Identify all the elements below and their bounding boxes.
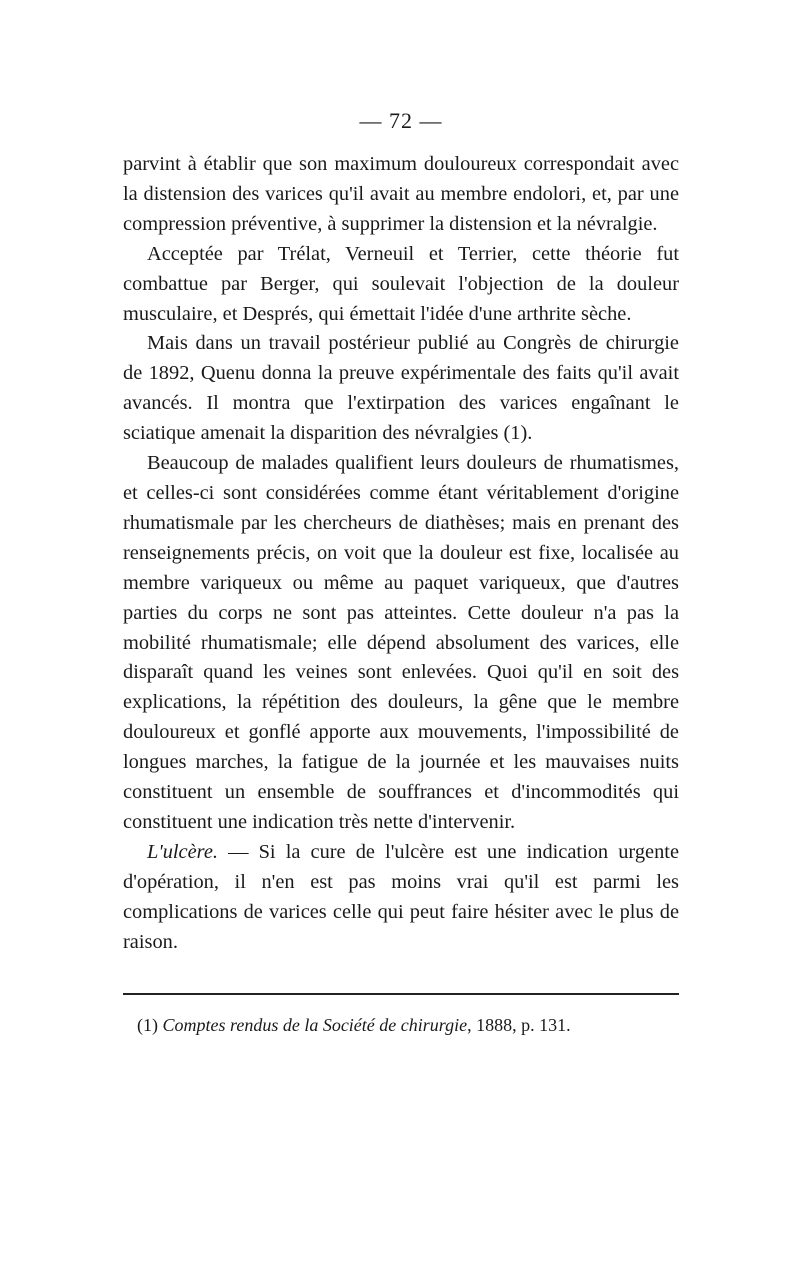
page-number: — 72 —	[359, 108, 443, 133]
footnote-rule	[123, 993, 679, 995]
footnote-title: Comptes rendus de la Société de chirurgie	[162, 1015, 468, 1035]
footnote-marker: (1)	[137, 1015, 163, 1035]
section-text: — Si la cure de l'ulcère est une indication urgente d'opération, il n'en est pas moins vrai qu'il est parmi les complications de varices celle qui peut faire hésiter avec le plus de raison.	[123, 840, 679, 953]
body-text	[123, 150, 679, 957]
paragraph: parvint à établir que son maximum douloureux correspondait avec la distension des varices qu'il avait au membre endolori, et, par une compression préventive, à supprimer la distension et la névralgie.	[123, 153, 679, 235]
section-heading: L'ulcère.	[147, 840, 218, 863]
paragraph: Beaucoup de malades qualifient leurs douleurs de rhumatismes, et celles-ci sont considérées comme étant véritablement d'origine rhumatismale par les chercheurs de diathèses; mais en prenant des renseignements précis, on voit que la douleur est fixe, localisée au membre variqueux ou même au paquet variqueux, que d'autres parties du corps ne sont pas atteintes. Cette douleur n'a pas la mobilité rhumatismale; elle dépend absolument des varices, elle disparaît quand les veines sont enlevées. Quoi qu'il en soit des explications, la répétition des douleurs, la gêne que le membre douloureux et gonflé apporte aux mouvements, l'impossibilité de longues marches, la fatigue de la journée et les mauvaises nuits constituent un ensemble de souffrances et d'incommodités qui constituent une indication très nette d'intervenir.	[123, 452, 679, 833]
section-paragraph	[123, 838, 679, 958]
paragraph: Acceptée par Trélat, Verneuil et Terrier, cette théorie fut combattue par Berger, qui soulevait l'objection de la douleur musculaire, et Després, qui émettait l'idée d'une arthrite sèche.	[123, 242, 679, 325]
paragraph: Mais dans un travail postérieur publié au Congrès de chirurgie de 1892, Quenu donna la preuve expérimentale des faits qu'il avait avancés. Il montra que l'extirpation des varices engaînant le sciatique amenait la disparition des névralgies (1).	[123, 332, 679, 445]
footnote	[137, 1013, 677, 1037]
footnote-reference: , 1888, p. 131.	[467, 1015, 571, 1035]
